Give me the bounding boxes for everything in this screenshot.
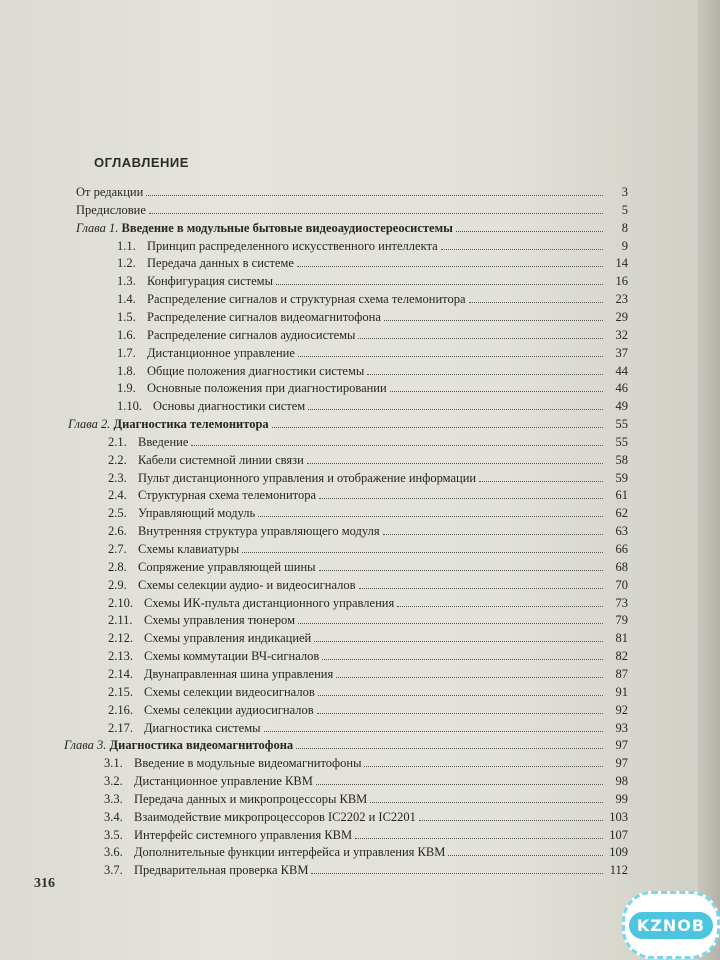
- chapter-title: [68, 416, 269, 433]
- toc-entry-front: [76, 184, 628, 201]
- entry-label: Предисловие: [76, 202, 146, 217]
- section-number: 2.9.: [108, 577, 127, 592]
- toc-section: [108, 470, 628, 487]
- dot-leader: [479, 470, 603, 482]
- section-number: 1.9.: [117, 381, 136, 396]
- page-ref: 81: [615, 631, 628, 646]
- dot-leader: [149, 202, 603, 214]
- section-number: 3.3.: [104, 791, 123, 806]
- entry-label: Взаимодействие микропроцессоров IC2202 и IC2201: [134, 809, 416, 824]
- toc-section: [104, 791, 628, 808]
- dot-leader: [318, 684, 603, 696]
- entry-label: Распределение сигналов и структурная схема телемонитора: [147, 292, 466, 307]
- toc-section: [117, 363, 628, 380]
- section-number: 1.10.: [117, 399, 142, 414]
- entry-label: Двунаправленная шина управления: [144, 666, 334, 681]
- dot-leader: [322, 648, 603, 660]
- page-ref: 49: [615, 399, 628, 414]
- toc-section: [108, 541, 628, 558]
- entry-label: Схемы селекции видеосигналов: [144, 684, 315, 699]
- entry-label: Схемы ИК-пульта дистанционного управления: [144, 595, 395, 610]
- section-number: 2.12.: [108, 631, 133, 646]
- entry-label: Принцип распределенного искусственного интеллекта: [147, 238, 438, 253]
- dot-leader: [367, 363, 603, 375]
- dot-leader: [319, 487, 603, 499]
- toc-section: [108, 434, 628, 451]
- dot-leader: [441, 238, 603, 250]
- entry-label: Дистанционное управление: [147, 345, 295, 360]
- dot-leader: [469, 291, 603, 303]
- watermark-badge: [622, 891, 720, 959]
- page-ref: 109: [609, 845, 628, 860]
- page-ref: 98: [615, 774, 628, 789]
- dot-leader: [358, 327, 603, 339]
- entry-label: Схемы селекции аудиосигналов: [144, 702, 314, 717]
- toc-section: [104, 809, 628, 826]
- section-number: 2.17.: [108, 720, 133, 735]
- watermark-text: KZNOB: [629, 912, 713, 939]
- page-ref: 3: [621, 185, 628, 199]
- toc-section: [117, 309, 628, 326]
- dot-leader: [397, 595, 603, 607]
- toc-section: [108, 630, 628, 647]
- entry-label: Конфигурация системы: [147, 274, 273, 289]
- dot-leader: [355, 827, 603, 839]
- page-ref: 55: [615, 417, 628, 432]
- section-number: 2.10.: [108, 595, 133, 610]
- section-number: 3.4.: [104, 809, 123, 824]
- toc-section: [117, 238, 628, 255]
- section-number: 1.4.: [117, 292, 136, 307]
- toc-section: [108, 505, 628, 522]
- page-ref: 99: [615, 791, 628, 806]
- dot-leader: [456, 220, 603, 232]
- section-number: 1.1.: [117, 238, 136, 253]
- entry-label: Дистанционное управление КВМ: [134, 774, 313, 789]
- section-number: 3.6.: [104, 845, 123, 860]
- entry-label: Предварительная проверка КВМ: [134, 863, 309, 878]
- section-number: 1.6.: [117, 327, 136, 342]
- entry-label: Основные положения при диагностировании: [147, 381, 387, 396]
- dot-leader: [297, 255, 603, 267]
- entry-label: Схемы управления тюнером: [144, 613, 295, 628]
- section-number: 2.11.: [108, 613, 133, 628]
- toc-section: [108, 702, 628, 719]
- page-ref: 103: [609, 809, 628, 824]
- dot-leader: [308, 398, 603, 410]
- page-ref: 44: [615, 363, 628, 378]
- section-number: 2.7.: [108, 542, 127, 556]
- page-ref: 5: [621, 202, 628, 217]
- dot-leader: [146, 184, 603, 196]
- toc-section: [108, 666, 628, 683]
- toc-entry-front: [76, 202, 628, 219]
- page-ref: 61: [615, 488, 628, 503]
- entry-label: Схемы управления индикацией: [144, 631, 312, 646]
- page-ref: 63: [615, 524, 628, 539]
- toc-section: [108, 595, 628, 612]
- section-number: 1.7.: [117, 345, 136, 360]
- section-number: 2.16.: [108, 702, 133, 717]
- toc-section: [117, 291, 628, 308]
- toc-section: [104, 844, 628, 861]
- page-ref: 68: [615, 559, 628, 574]
- toc-section: [104, 773, 628, 790]
- toc-section: [108, 487, 628, 504]
- page-ref: 70: [615, 577, 628, 592]
- page-ref: 87: [615, 666, 628, 681]
- page-ref: 97: [615, 756, 628, 771]
- dot-leader: [242, 541, 603, 553]
- dot-leader: [316, 773, 603, 785]
- section-number: 2.15.: [108, 684, 133, 699]
- section-number: 3.2.: [104, 774, 123, 789]
- toc-section: [108, 577, 628, 594]
- entry-label: Внутренняя структура управляющего модуля: [138, 524, 380, 539]
- section-number: 2.5.: [108, 506, 127, 521]
- entry-label: Схемы селекции аудио- и видеосигналов: [138, 577, 356, 592]
- dot-leader: [314, 630, 603, 642]
- toc-section: [104, 862, 628, 879]
- entry-label: Структурная схема телемонитора: [138, 488, 316, 503]
- page-ref: 16: [615, 274, 628, 289]
- dot-leader: [448, 844, 603, 856]
- page-ref: 58: [615, 452, 628, 467]
- page-ref: 97: [615, 738, 628, 753]
- entry-label: Кабели системной линии связи: [138, 452, 304, 467]
- section-number: 2.14.: [108, 666, 133, 681]
- toc-section: [108, 684, 628, 701]
- page-ref: 59: [615, 470, 628, 485]
- chapter-prefix: Глава 3.: [64, 738, 107, 753]
- toc-section: [108, 720, 628, 737]
- chapter-title: [64, 737, 293, 754]
- toc-section: [117, 255, 628, 272]
- toc-section: [108, 559, 628, 576]
- page-ref: 62: [615, 506, 628, 521]
- chapter-prefix: Глава 2.: [68, 417, 111, 432]
- dot-leader: [336, 666, 603, 678]
- page-ref: 91: [615, 684, 628, 699]
- section-number: 1.3.: [117, 274, 136, 289]
- section-number: 2.4.: [108, 488, 127, 503]
- entry-label: Интерфейс системного управления КВМ: [134, 827, 353, 842]
- dot-leader: [419, 809, 603, 821]
- dot-leader: [298, 345, 603, 357]
- dot-leader: [359, 577, 604, 589]
- page-ref: 9: [621, 238, 628, 253]
- toc-chapter: [76, 220, 628, 237]
- toc-chapter: [64, 737, 628, 754]
- page-title: ОГЛАВЛЕНИЕ: [94, 155, 189, 170]
- page-ref: 112: [609, 863, 628, 878]
- page-ref: 32: [615, 327, 628, 342]
- toc-section: [108, 452, 628, 469]
- dot-leader: [298, 612, 603, 624]
- dot-leader: [384, 309, 603, 321]
- entry-label: Пульт дистанционного управления и отображение информации: [138, 470, 477, 485]
- section-number: 2.8.: [108, 559, 127, 574]
- toc-section: [117, 380, 628, 397]
- page-edge: [698, 0, 720, 960]
- toc-section: [117, 273, 628, 290]
- page-ref: 73: [615, 595, 628, 610]
- page-ref: 37: [615, 345, 628, 360]
- section-number: 2.3.: [108, 470, 127, 485]
- page-ref: 14: [615, 256, 628, 271]
- entry-label: Введение: [138, 434, 189, 449]
- dot-leader: [276, 273, 603, 285]
- page-ref: 8: [621, 220, 628, 235]
- page-ref: 29: [615, 309, 628, 324]
- section-number: 2.13.: [108, 649, 133, 664]
- chapter-name: Диагностика телемонитора: [113, 417, 269, 432]
- section-number: 1.2.: [117, 256, 136, 271]
- dot-leader: [364, 755, 603, 767]
- entry-label: Диагностика системы: [144, 720, 261, 735]
- toc-section: [108, 523, 628, 540]
- entry-label: От редакции: [76, 185, 144, 199]
- toc-chapter: [68, 416, 628, 433]
- chapter-name: Диагностика видеомагнитофона: [109, 738, 294, 753]
- entry-label: Передача данных в системе: [147, 256, 294, 271]
- chapter-title: [76, 220, 453, 237]
- toc-section: [104, 755, 628, 772]
- entry-label: Сопряжение управляющей шины: [138, 559, 316, 574]
- dot-leader: [383, 523, 603, 535]
- page-ref: 107: [609, 827, 628, 842]
- dot-leader: [191, 434, 603, 446]
- chapter-name: Введение в модульные бытовые видеоаудиостереосистемы: [121, 220, 453, 235]
- toc-section: [117, 398, 628, 415]
- entry-label: Дополнительные функции интерфейса и управления КВМ: [134, 845, 446, 860]
- page-ref: 55: [615, 434, 628, 449]
- entry-label: Введение в модульные видеомагнитофоны: [134, 756, 362, 771]
- entry-label: Передача данных и микропроцессоры КВМ: [134, 791, 368, 806]
- page-ref: 79: [615, 613, 628, 628]
- dot-leader: [317, 702, 603, 714]
- page-ref: 93: [615, 720, 628, 735]
- dot-leader: [311, 862, 603, 874]
- section-number: 2.6.: [108, 524, 127, 539]
- entry-label: Основы диагностики систем: [153, 399, 306, 414]
- chapter-prefix: Глава 1.: [76, 220, 119, 235]
- dot-leader: [296, 737, 603, 749]
- dot-leader: [258, 505, 603, 517]
- section-number: 3.5.: [104, 827, 123, 842]
- section-number: 3.1.: [104, 756, 123, 771]
- section-number: 3.7.: [104, 863, 123, 878]
- toc-section: [104, 827, 628, 844]
- entry-label: Управляющий модуль: [138, 506, 256, 521]
- entry-label: Схемы клавиатуры: [138, 542, 240, 556]
- entry-label: Распределение сигналов аудиосистемы: [147, 327, 356, 342]
- page-ref: 82: [615, 649, 628, 664]
- page-ref: 23: [615, 292, 628, 307]
- toc-section: [108, 648, 628, 665]
- entry-label: Схемы коммутации ВЧ-сигналов: [144, 649, 320, 664]
- dot-leader: [319, 559, 603, 571]
- section-number: 2.2.: [108, 452, 127, 467]
- toc-section: [117, 327, 628, 344]
- dot-leader: [390, 380, 603, 392]
- dot-leader: [264, 720, 603, 732]
- section-number: 2.1.: [108, 434, 127, 449]
- toc-section: [117, 345, 628, 362]
- dot-leader: [307, 452, 603, 464]
- dot-leader: [370, 791, 603, 803]
- page-ref: 46: [615, 381, 628, 396]
- dot-leader: [272, 416, 603, 428]
- page-number: 316: [34, 876, 55, 891]
- section-number: 1.5.: [117, 309, 136, 324]
- page-ref: 66: [615, 542, 628, 556]
- entry-label: Общие положения диагностики системы: [147, 363, 365, 378]
- section-number: 1.8.: [117, 363, 136, 378]
- toc-section: [108, 612, 628, 629]
- page-ref: 92: [615, 702, 628, 717]
- entry-label: Распределение сигналов видеомагнитофона: [147, 309, 381, 324]
